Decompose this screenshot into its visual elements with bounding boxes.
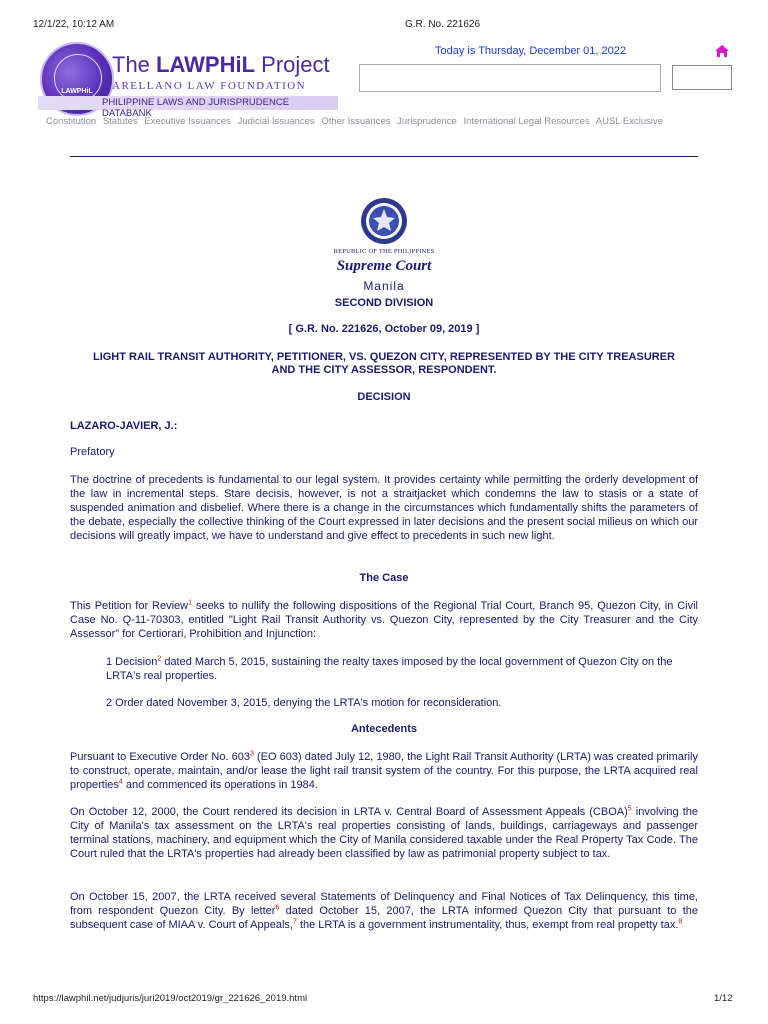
prefatory-paragraph: The doctrine of precedents is fundamental to our legal system. It provides certainty while permitting the orderly development of the law in incremental steps. Stare decisis, however, is not a straitjacket which condemns the law to stasis or a state of suspended animation and disbelief. Where there is a change in the circumstances which fundamentally shifts the parameters of the debate, especially the collective thinking of the Court expressed in later decisions and the present social milieus on which our decisions will greatly impact, we have to understand and give effect to precedents in such new light. — [70, 474, 698, 542]
antecedents-paragraph: On October 12, 2000, the Court rendered its decision in LRTA v. Central Board of Assessment Appeals (CBOA)$^5$ involving the City of Manila's tax assessment on the LRTA's real properties consisting of lands, buildings, carriageways and passenger terminal stations, machinery, and equipment which the City of Manila considered taxable under the Real Property Tax Code. The Court ruled that the LRTA's properties had already been classified by law as patrimonial property subject to tax. — [70, 805, 698, 860]
footnote-link[interactable]: 2 — [157, 655, 162, 663]
brand-subtitle: ARELLANO LAW FOUNDATION — [112, 80, 307, 92]
case-caption: LIGHT RAIL TRANSIT AUTHORITY, PETITIONER, VS. QUEZON CITY, REPRESENTED BY THE CITY TREASURER AND THE CITY ASSESSOR, RESPONDENT. — [92, 351, 676, 376]
nav-judicial-issuances[interactable]: Judicial Issuances — [237, 116, 315, 127]
print-page-number: 1/12 — [714, 993, 733, 1004]
antecedents-paragraph: Pursuant to Executive Order No. $603^3$ (EO 603) dated July 12, 1980, the Light Rail Transit Authority (LRTA) was created primarily to construct, operate, maintain, and/or lease the light rail transit system of the country. For this purpose, the LRTA acquired real properties$^4$ and commenced its operations in 1984. — [70, 750, 698, 791]
logo-text: LAWPHiL — [61, 88, 93, 95]
search-button[interactable] — [672, 65, 732, 90]
divider — [70, 156, 698, 157]
antecedents-paragraph: On October 15, 2007, the LRTA received several Statements of Delinquency and Final Notices of Tax Delinquency, this time, from respondent Quezon City. By letter$^6$ dated October 15, 2007, the LRTA informed Quezon City that pursuant to the subsequent case of MIAA v. Court of Appeals,$^7$ the LRTA is a government instrumentality, thus, exempt from real propetty tax.$^8$ — [70, 891, 698, 931]
today-date: Today is Thursday, December 01, 2022 — [435, 45, 626, 57]
ponente: LAZARO-JAVIER, J.: — [70, 420, 178, 432]
the-case-heading: The Case — [359, 572, 409, 584]
main-nav — [46, 116, 667, 127]
footnote-link[interactable]: 4 — [118, 778, 123, 786]
footnote-link[interactable]: 7 — [292, 918, 297, 926]
antecedents-heading: Antecedents — [350, 723, 418, 735]
brand-tagline-bar — [38, 96, 338, 119]
brand-title: The LAWPHiL Project — [112, 52, 330, 77]
print-url: https://lawphil.net/judjuris/juri2019/oct2019/gr_221626_2019.html — [33, 993, 308, 1004]
search-input[interactable] — [359, 64, 661, 92]
print-doc-title: G.R. No. 221626 — [405, 19, 481, 30]
supreme-court-seal-icon — [360, 197, 408, 245]
nav-ausl-exclusive[interactable]: AUSL Exclusive — [595, 116, 664, 127]
footnote-link[interactable]: 8 — [678, 918, 683, 926]
disposition-item: 1 Decision$^2$ dated March 5, 2015, sustaining the realty taxes imposed by the local government of Quezon City on the LRTA's real properties. — [106, 655, 673, 682]
nav-executive-issuances[interactable]: Executive Issuances — [144, 116, 231, 127]
footnote-link[interactable]: 3 — [249, 750, 254, 758]
disposition-item: 2 Order dated November 3, 2015, denying the LRTA's motion for reconsideration. — [106, 697, 502, 709]
nav-statutes[interactable]: Statutes — [102, 116, 138, 127]
gr-number: [ G.R. No. 221626, October 09, 2019 ] — [288, 323, 480, 335]
case-intro-paragraph: This Petition for Review$^1$ seeks to nullify the following dispositions of the Regional Trial Court, Branch 95, Quezon City, in Civil Case No. Q-11-70303, entitled "Light Rail Transit Authority vs. Quezon City, represented by the City Treasurer and the City Assessor" for Certiorari, Prohibition and Injunction: — [70, 599, 698, 640]
nav-jurisprudence[interactable]: Jurisprudence — [397, 116, 457, 127]
court-name: Supreme Court — [336, 258, 432, 274]
court-city: Manila — [363, 279, 405, 293]
republic-label: REPUBLIC OF THE PHILIPPINES — [333, 248, 435, 255]
decision-label: DECISION — [357, 391, 411, 403]
nav-other-issuances[interactable]: Other Issuances — [321, 116, 391, 127]
prefatory-label: Prefatory — [70, 446, 115, 458]
division-label: SECOND DIVISION — [334, 297, 434, 309]
home-icon[interactable] — [714, 44, 730, 58]
brand-tagline: PHILIPPINE LAWS AND JURISPRUDENCE DATABANK — [102, 97, 290, 119]
print-datetime: 12/1/22, 10:12 AM — [33, 19, 115, 30]
nav-constitution[interactable]: Constitution — [46, 116, 97, 127]
nav-international-legal-resources[interactable]: International Legal Resources — [463, 116, 590, 127]
footnote-link[interactable]: 5 — [627, 805, 632, 813]
footnote-link[interactable]: 1 — [188, 599, 193, 607]
footnote-link[interactable]: 6 — [275, 904, 280, 912]
